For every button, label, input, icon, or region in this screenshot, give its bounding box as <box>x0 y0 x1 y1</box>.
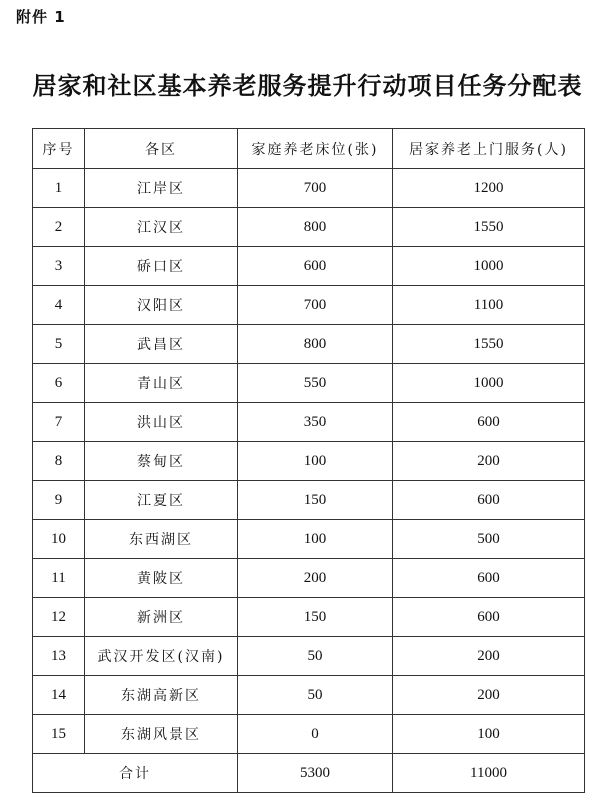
total-visits: 11000 <box>393 754 585 793</box>
row-visits: 100 <box>393 715 585 754</box>
row-district: 汉阳区 <box>85 286 238 325</box>
table-row <box>33 403 585 442</box>
table-row <box>33 364 585 403</box>
attachment-label: 附件 1 <box>16 8 66 26</box>
table-row <box>33 208 585 247</box>
row-no: 6 <box>33 364 85 403</box>
table-body <box>33 169 585 754</box>
row-visits: 500 <box>393 520 585 559</box>
row-no: 7 <box>33 403 85 442</box>
row-visits: 1200 <box>393 169 585 208</box>
row-district: 东湖高新区 <box>85 676 238 715</box>
row-visits: 200 <box>393 676 585 715</box>
row-no: 1 <box>33 169 85 208</box>
row-district: 黄陂区 <box>85 559 238 598</box>
row-beds: 100 <box>238 442 393 481</box>
row-beds: 100 <box>238 520 393 559</box>
row-beds: 800 <box>238 325 393 364</box>
row-visits: 1550 <box>393 325 585 364</box>
row-district: 硚口区 <box>85 247 238 286</box>
row-district: 新洲区 <box>85 598 238 637</box>
row-visits: 600 <box>393 559 585 598</box>
table-row <box>33 325 585 364</box>
row-beds: 800 <box>238 208 393 247</box>
row-visits: 600 <box>393 403 585 442</box>
table-row <box>33 637 585 676</box>
row-no: 2 <box>33 208 85 247</box>
row-no: 8 <box>33 442 85 481</box>
row-no: 4 <box>33 286 85 325</box>
table-row <box>33 715 585 754</box>
row-district: 武昌区 <box>85 325 238 364</box>
row-no: 15 <box>33 715 85 754</box>
table-row <box>33 247 585 286</box>
document-title: 居家和社区基本养老服务提升行动项目任务分配表 <box>32 72 583 100</box>
row-no: 12 <box>33 598 85 637</box>
row-district: 江汉区 <box>85 208 238 247</box>
row-beds: 600 <box>238 247 393 286</box>
task-allocation-table <box>32 128 585 793</box>
row-beds: 700 <box>238 169 393 208</box>
row-beds: 50 <box>238 676 393 715</box>
row-beds: 0 <box>238 715 393 754</box>
row-district: 青山区 <box>85 364 238 403</box>
row-district: 东湖风景区 <box>85 715 238 754</box>
row-beds: 200 <box>238 559 393 598</box>
row-district: 洪山区 <box>85 403 238 442</box>
row-visits: 1000 <box>393 247 585 286</box>
row-beds: 50 <box>238 637 393 676</box>
header-visits: 居家养老上门服务(人) <box>393 129 585 169</box>
row-beds: 150 <box>238 598 393 637</box>
row-beds: 350 <box>238 403 393 442</box>
table-header-row <box>33 129 585 169</box>
table-row <box>33 598 585 637</box>
row-district: 武汉开发区(汉南) <box>85 637 238 676</box>
row-visits: 1100 <box>393 286 585 325</box>
row-beds: 700 <box>238 286 393 325</box>
total-label: 合计 <box>33 754 238 793</box>
row-district: 蔡甸区 <box>85 442 238 481</box>
table-row <box>33 481 585 520</box>
table-total-row <box>33 754 585 793</box>
row-no: 9 <box>33 481 85 520</box>
row-visits: 1550 <box>393 208 585 247</box>
row-visits: 1000 <box>393 364 585 403</box>
header-no: 序号 <box>33 129 85 169</box>
row-visits: 600 <box>393 481 585 520</box>
table-row <box>33 286 585 325</box>
table-row <box>33 169 585 208</box>
row-no: 10 <box>33 520 85 559</box>
table-row <box>33 442 585 481</box>
row-no: 14 <box>33 676 85 715</box>
header-beds: 家庭养老床位(张) <box>238 129 393 169</box>
row-no: 11 <box>33 559 85 598</box>
row-no: 13 <box>33 637 85 676</box>
row-visits: 200 <box>393 637 585 676</box>
row-visits: 200 <box>393 442 585 481</box>
table-row <box>33 520 585 559</box>
row-visits: 600 <box>393 598 585 637</box>
table-row <box>33 676 585 715</box>
row-district: 江夏区 <box>85 481 238 520</box>
row-beds: 150 <box>238 481 393 520</box>
row-beds: 550 <box>238 364 393 403</box>
row-district: 东西湖区 <box>85 520 238 559</box>
total-beds: 5300 <box>238 754 393 793</box>
row-no: 3 <box>33 247 85 286</box>
row-no: 5 <box>33 325 85 364</box>
row-district: 江岸区 <box>85 169 238 208</box>
table-row <box>33 559 585 598</box>
header-district: 各区 <box>85 129 238 169</box>
